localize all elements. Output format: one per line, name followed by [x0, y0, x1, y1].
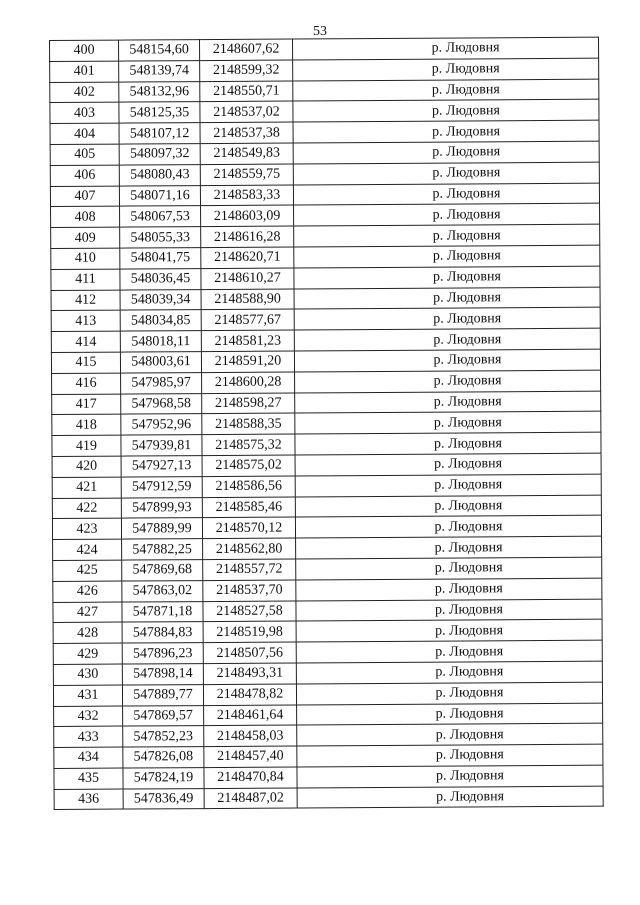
point-number-cell: 432: [54, 706, 123, 727]
y-coordinate-cell: 2148599,32: [200, 60, 293, 81]
point-number-cell: 401: [50, 61, 119, 82]
y-coordinate-cell: 2148575,32: [202, 434, 295, 455]
x-coordinate-cell: 548041,75: [120, 248, 201, 269]
x-coordinate-cell: 548125,35: [119, 102, 200, 123]
point-number-cell: 404: [50, 123, 119, 144]
object-name-cell: р. Людовня: [294, 287, 600, 310]
y-coordinate-cell: 2148586,56: [202, 476, 295, 497]
y-coordinate-cell: 2148620,71: [201, 247, 294, 268]
y-coordinate-cell: 2148549,83: [200, 143, 293, 164]
page-number: 53: [313, 24, 327, 39]
y-coordinate-cell: 2148598,27: [202, 393, 295, 414]
point-number-cell: 416: [52, 373, 121, 394]
object-name-cell: р. Людовня: [295, 432, 601, 455]
point-number-cell: 414: [51, 331, 120, 352]
point-number-cell: 430: [53, 664, 122, 685]
x-coordinate-cell: 548034,85: [120, 310, 201, 331]
object-name-cell: р. Людовня: [293, 183, 599, 206]
y-coordinate-cell: 2148603,09: [201, 205, 294, 226]
y-coordinate-cell: 2148600,28: [202, 372, 295, 393]
x-coordinate-cell: 548132,96: [119, 81, 200, 102]
x-coordinate-cell: 547899,93: [121, 497, 202, 518]
x-coordinate-cell: 548055,33: [120, 227, 201, 248]
object-name-cell: р. Людовня: [293, 120, 599, 143]
x-coordinate-cell: 547884,83: [122, 622, 203, 643]
x-coordinate-cell: 547852,23: [123, 726, 204, 747]
x-coordinate-cell: 547912,59: [121, 476, 202, 497]
y-coordinate-cell: 2148537,38: [200, 122, 293, 143]
y-coordinate-cell: 2148550,71: [200, 81, 293, 102]
y-coordinate-cell: 2148610,27: [201, 268, 294, 289]
y-coordinate-cell: 2148487,02: [204, 788, 297, 809]
object-name-cell: р. Людовня: [295, 411, 601, 434]
point-number-cell: 406: [50, 165, 119, 186]
x-coordinate-cell: 547824,19: [123, 767, 204, 788]
point-number-cell: 429: [53, 643, 122, 664]
object-name-cell: р. Людовня: [293, 79, 599, 102]
point-number-cell: 408: [51, 206, 120, 227]
coordinates-table: [49, 37, 604, 811]
point-number-cell: 413: [51, 310, 120, 331]
y-coordinate-cell: 2148537,70: [203, 580, 296, 601]
point-number-cell: 407: [50, 186, 119, 207]
y-coordinate-cell: 2148616,28: [201, 226, 294, 247]
y-coordinate-cell: 2148527,58: [203, 601, 296, 622]
x-coordinate-cell: 547836,49: [123, 788, 204, 809]
object-name-cell: р. Людовня: [293, 58, 599, 81]
object-name-cell: р. Людовня: [294, 307, 600, 330]
object-name-cell: р. Людовня: [296, 536, 602, 559]
object-name-cell: р. Людовня: [294, 266, 600, 289]
x-coordinate-cell: 547871,18: [122, 601, 203, 622]
y-coordinate-cell: 2148537,02: [200, 101, 293, 122]
y-coordinate-cell: 2148461,64: [204, 705, 297, 726]
x-coordinate-cell: 547826,08: [123, 747, 204, 768]
y-coordinate-cell: 2148519,98: [203, 621, 296, 642]
point-number-cell: 428: [53, 622, 122, 643]
y-coordinate-cell: 2148570,12: [202, 517, 295, 538]
x-coordinate-cell: 548018,11: [120, 331, 201, 352]
x-coordinate-cell: 547939,81: [121, 435, 202, 456]
y-coordinate-cell: 2148585,46: [202, 497, 295, 518]
object-name-cell: р. Людовня: [295, 391, 601, 414]
y-coordinate-cell: 2148470,84: [204, 767, 297, 788]
x-coordinate-cell: 547882,25: [122, 539, 203, 560]
y-coordinate-cell: 2148588,35: [202, 413, 295, 434]
object-name-cell: р. Людовня: [296, 682, 602, 705]
object-name-cell: р. Людовня: [294, 328, 600, 351]
x-coordinate-cell: 547889,99: [121, 518, 202, 539]
x-coordinate-cell: 547927,13: [121, 456, 202, 477]
x-coordinate-cell: 548097,32: [119, 144, 200, 165]
x-coordinate-cell: 547889,77: [122, 684, 203, 705]
point-number-cell: 433: [54, 726, 123, 747]
object-name-cell: р. Людовня: [295, 453, 601, 476]
y-coordinate-cell: 2148557,72: [203, 559, 296, 580]
point-number-cell: 423: [52, 518, 121, 539]
x-coordinate-cell: 548036,45: [120, 268, 201, 289]
x-coordinate-cell: 548154,60: [119, 40, 200, 61]
object-name-cell: р. Людовня: [296, 599, 602, 622]
object-name-cell: р. Людовня: [297, 703, 603, 726]
x-coordinate-cell: 547869,57: [123, 705, 204, 726]
point-number-cell: 426: [53, 581, 122, 602]
y-coordinate-cell: 2148577,67: [201, 309, 294, 330]
x-coordinate-cell: 548139,74: [119, 60, 200, 81]
y-coordinate-cell: 2148458,03: [204, 725, 297, 746]
point-number-cell: 405: [50, 144, 119, 165]
y-coordinate-cell: 2148581,23: [201, 330, 294, 351]
point-number-cell: 417: [52, 394, 121, 415]
object-name-cell: р. Людовня: [292, 37, 598, 60]
point-number-cell: 403: [50, 102, 119, 123]
x-coordinate-cell: 548067,53: [120, 206, 201, 227]
point-number-cell: 420: [52, 456, 121, 477]
y-coordinate-cell: 2148607,62: [200, 39, 293, 60]
x-coordinate-cell: 547869,68: [122, 559, 203, 580]
object-name-cell: р. Людовня: [295, 495, 601, 518]
object-name-cell: р. Людовня: [296, 578, 602, 601]
object-name-cell: р. Людовня: [294, 204, 600, 227]
y-coordinate-cell: 2148478,82: [203, 684, 296, 705]
x-coordinate-cell: 548039,34: [120, 289, 201, 310]
point-number-cell: 418: [52, 414, 121, 435]
x-coordinate-cell: 548071,16: [119, 185, 200, 206]
object-name-cell: р. Людовня: [297, 744, 603, 767]
point-number-cell: 412: [51, 290, 120, 311]
point-number-cell: 425: [53, 560, 122, 581]
y-coordinate-cell: 2148559,75: [200, 164, 293, 185]
object-name-cell: р. Людовня: [294, 224, 600, 247]
x-coordinate-cell: 547985,97: [121, 372, 202, 393]
x-coordinate-cell: 548107,12: [119, 123, 200, 144]
object-name-cell: р. Людовня: [297, 765, 603, 788]
point-number-cell: 424: [53, 539, 122, 560]
y-coordinate-cell: 2148493,31: [203, 663, 296, 684]
object-name-cell: р. Людовня: [293, 141, 599, 164]
point-number-cell: 409: [51, 227, 120, 248]
object-name-cell: р. Людовня: [296, 640, 602, 663]
point-number-cell: 419: [52, 435, 121, 456]
table-row: [54, 786, 603, 810]
point-number-cell: 411: [51, 269, 120, 290]
object-name-cell: р. Людовня: [294, 349, 600, 372]
x-coordinate-cell: 548003,61: [120, 352, 201, 373]
point-number-cell: 436: [54, 789, 123, 810]
y-coordinate-cell: 2148507,56: [203, 642, 296, 663]
object-name-cell: р. Людовня: [296, 619, 602, 642]
x-coordinate-cell: 547896,23: [122, 643, 203, 664]
y-coordinate-cell: 2148583,33: [200, 185, 293, 206]
point-number-cell: 402: [50, 82, 119, 103]
y-coordinate-cell: 2148588,90: [201, 289, 294, 310]
object-name-cell: р. Людовня: [297, 723, 603, 746]
x-coordinate-cell: 547952,96: [121, 414, 202, 435]
object-name-cell: р. Людовня: [297, 786, 603, 809]
point-number-cell: 421: [52, 477, 121, 498]
point-number-cell: 431: [53, 685, 122, 706]
y-coordinate-cell: 2148591,20: [201, 351, 294, 372]
point-number-cell: 400: [50, 40, 119, 61]
point-number-cell: 410: [51, 248, 120, 269]
point-number-cell: 434: [54, 747, 123, 768]
point-number-cell: 415: [51, 352, 120, 373]
object-name-cell: р. Людовня: [293, 100, 599, 123]
coordinates-table-body: [50, 37, 604, 810]
y-coordinate-cell: 2148562,80: [203, 538, 296, 559]
object-name-cell: р. Людовня: [295, 515, 601, 538]
point-number-cell: 435: [54, 768, 123, 789]
x-coordinate-cell: 548080,43: [119, 164, 200, 185]
object-name-cell: р. Людовня: [296, 557, 602, 580]
point-number-cell: 427: [53, 602, 122, 623]
object-name-cell: р. Людовня: [294, 245, 600, 268]
object-name-cell: р. Людовня: [296, 661, 602, 684]
object-name-cell: р. Людовня: [293, 162, 599, 185]
x-coordinate-cell: 547968,58: [121, 393, 202, 414]
point-number-cell: 422: [52, 498, 121, 519]
object-name-cell: р. Людовня: [295, 370, 601, 393]
object-name-cell: р. Людовня: [295, 474, 601, 497]
y-coordinate-cell: 2148457,40: [204, 746, 297, 767]
x-coordinate-cell: 547863,02: [122, 580, 203, 601]
x-coordinate-cell: 547898,14: [122, 663, 203, 684]
y-coordinate-cell: 2148575,02: [202, 455, 295, 476]
coordinates-table-wrapper: [49, 37, 604, 811]
